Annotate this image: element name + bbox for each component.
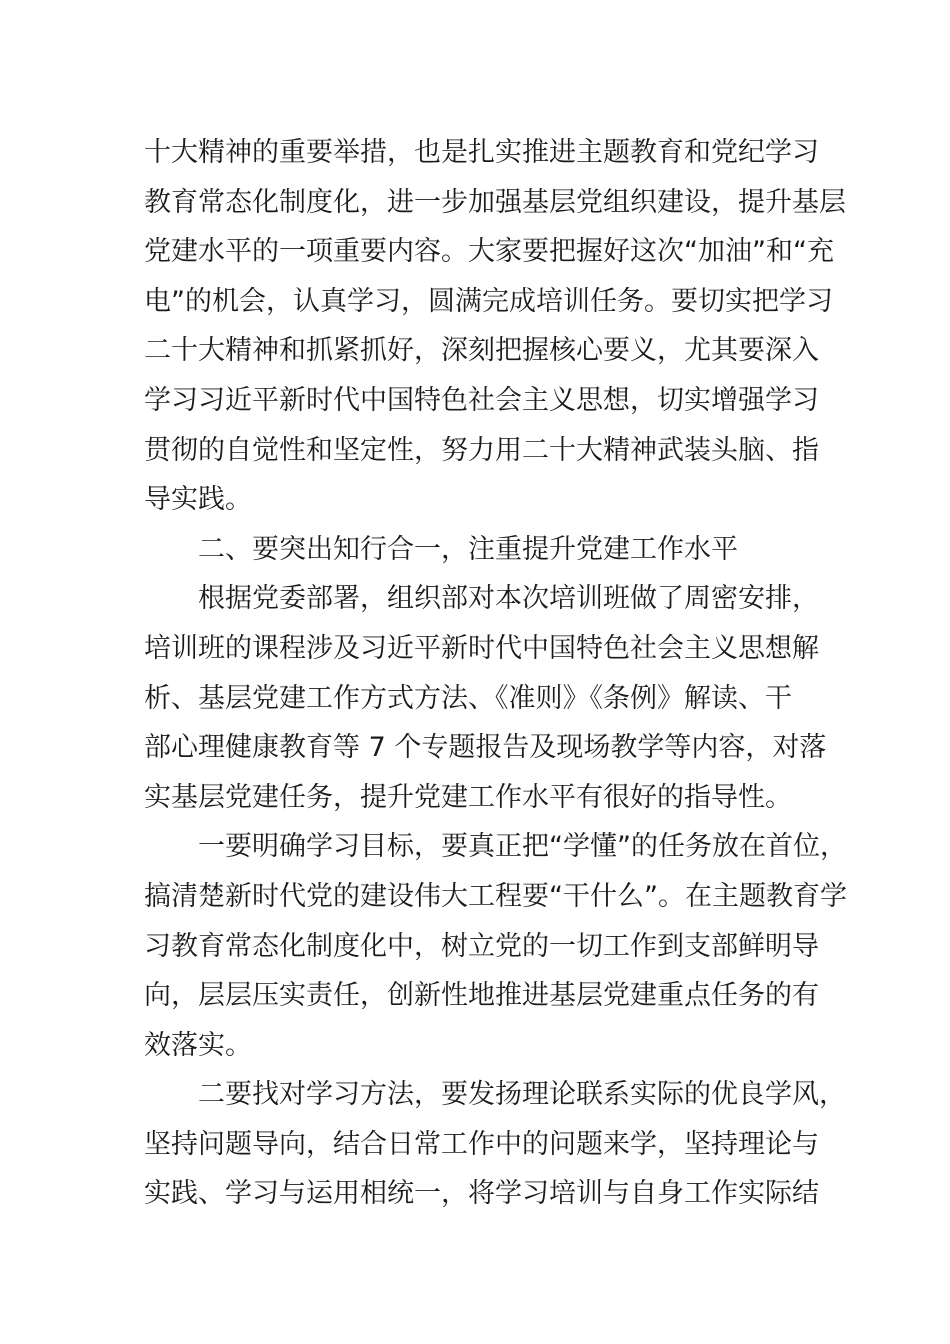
text-line: 析、基层党建工作方式方法、《准则》《条例》解读、干 xyxy=(144,682,792,714)
text-line: 电”的机会，认真学习，圆满完成培训任务。要切实把学习 xyxy=(144,285,833,317)
text-line: 实基层党建任务，提升党建工作水平有很好的指导性。 xyxy=(144,781,792,813)
document-body xyxy=(144,128,847,1219)
text-line: 坚持问题导向，结合日常工作中的问题来学，坚持理论与 xyxy=(144,1128,819,1160)
text-line: 习教育常态化制度化中，树立党的一切工作到支部鲜明导 xyxy=(144,930,819,962)
text-line: 效落实。 xyxy=(144,1029,252,1061)
paragraph-first-line: 二要找对学习方法，要发扬理论联系实际的优良学风， xyxy=(198,1079,846,1111)
text-line: 部心理健康教育等 7 个专题报告及现场教学等内容，对落 xyxy=(144,732,827,764)
text-line: 十大精神的重要举措，也是扎实推进主题教育和党纪学习 xyxy=(144,137,819,168)
text-line: 学习习近平新时代中国特色社会主义思想，切实增强学习 xyxy=(144,384,819,416)
text-line: 二十大精神和抓紧抓好，深刻把握核心要义，尤其要深入 xyxy=(144,335,819,367)
text-line: 实践、学习与运用相统一，将学习培训与自身工作实际结 xyxy=(144,1178,819,1210)
paragraph-first-line: 一要明确学习目标，要真正把“学懂”的任务放在首位， xyxy=(198,831,847,863)
paragraph-first-line: 二、要突出知行合一，注重提升党建工作水平 xyxy=(198,533,738,565)
text-line: 向，层层压实责任，创新性地推进基层党建重点任务的有 xyxy=(144,980,819,1012)
text-line: 贯彻的自觉性和坚定性，努力用二十大精神武装头脑、指 xyxy=(144,434,819,466)
paragraph-first-line: 根据党委部署，组织部对本次培训班做了周密安排， xyxy=(198,583,819,615)
text-line: 培训班的课程涉及习近平新时代中国特色社会主义思想解 xyxy=(144,632,819,664)
text-line: 党建水平的一项重要内容。大家要把握好这次“加油”和“充 xyxy=(144,236,834,268)
text-line: 教育常态化制度化，进一步加强基层党组织建设，提升基层 xyxy=(144,186,846,218)
text-line: 导实践。 xyxy=(144,484,252,516)
text-line: 搞清楚新时代党的建设伟大工程要“干什么”。在主题教育学 xyxy=(144,880,847,912)
